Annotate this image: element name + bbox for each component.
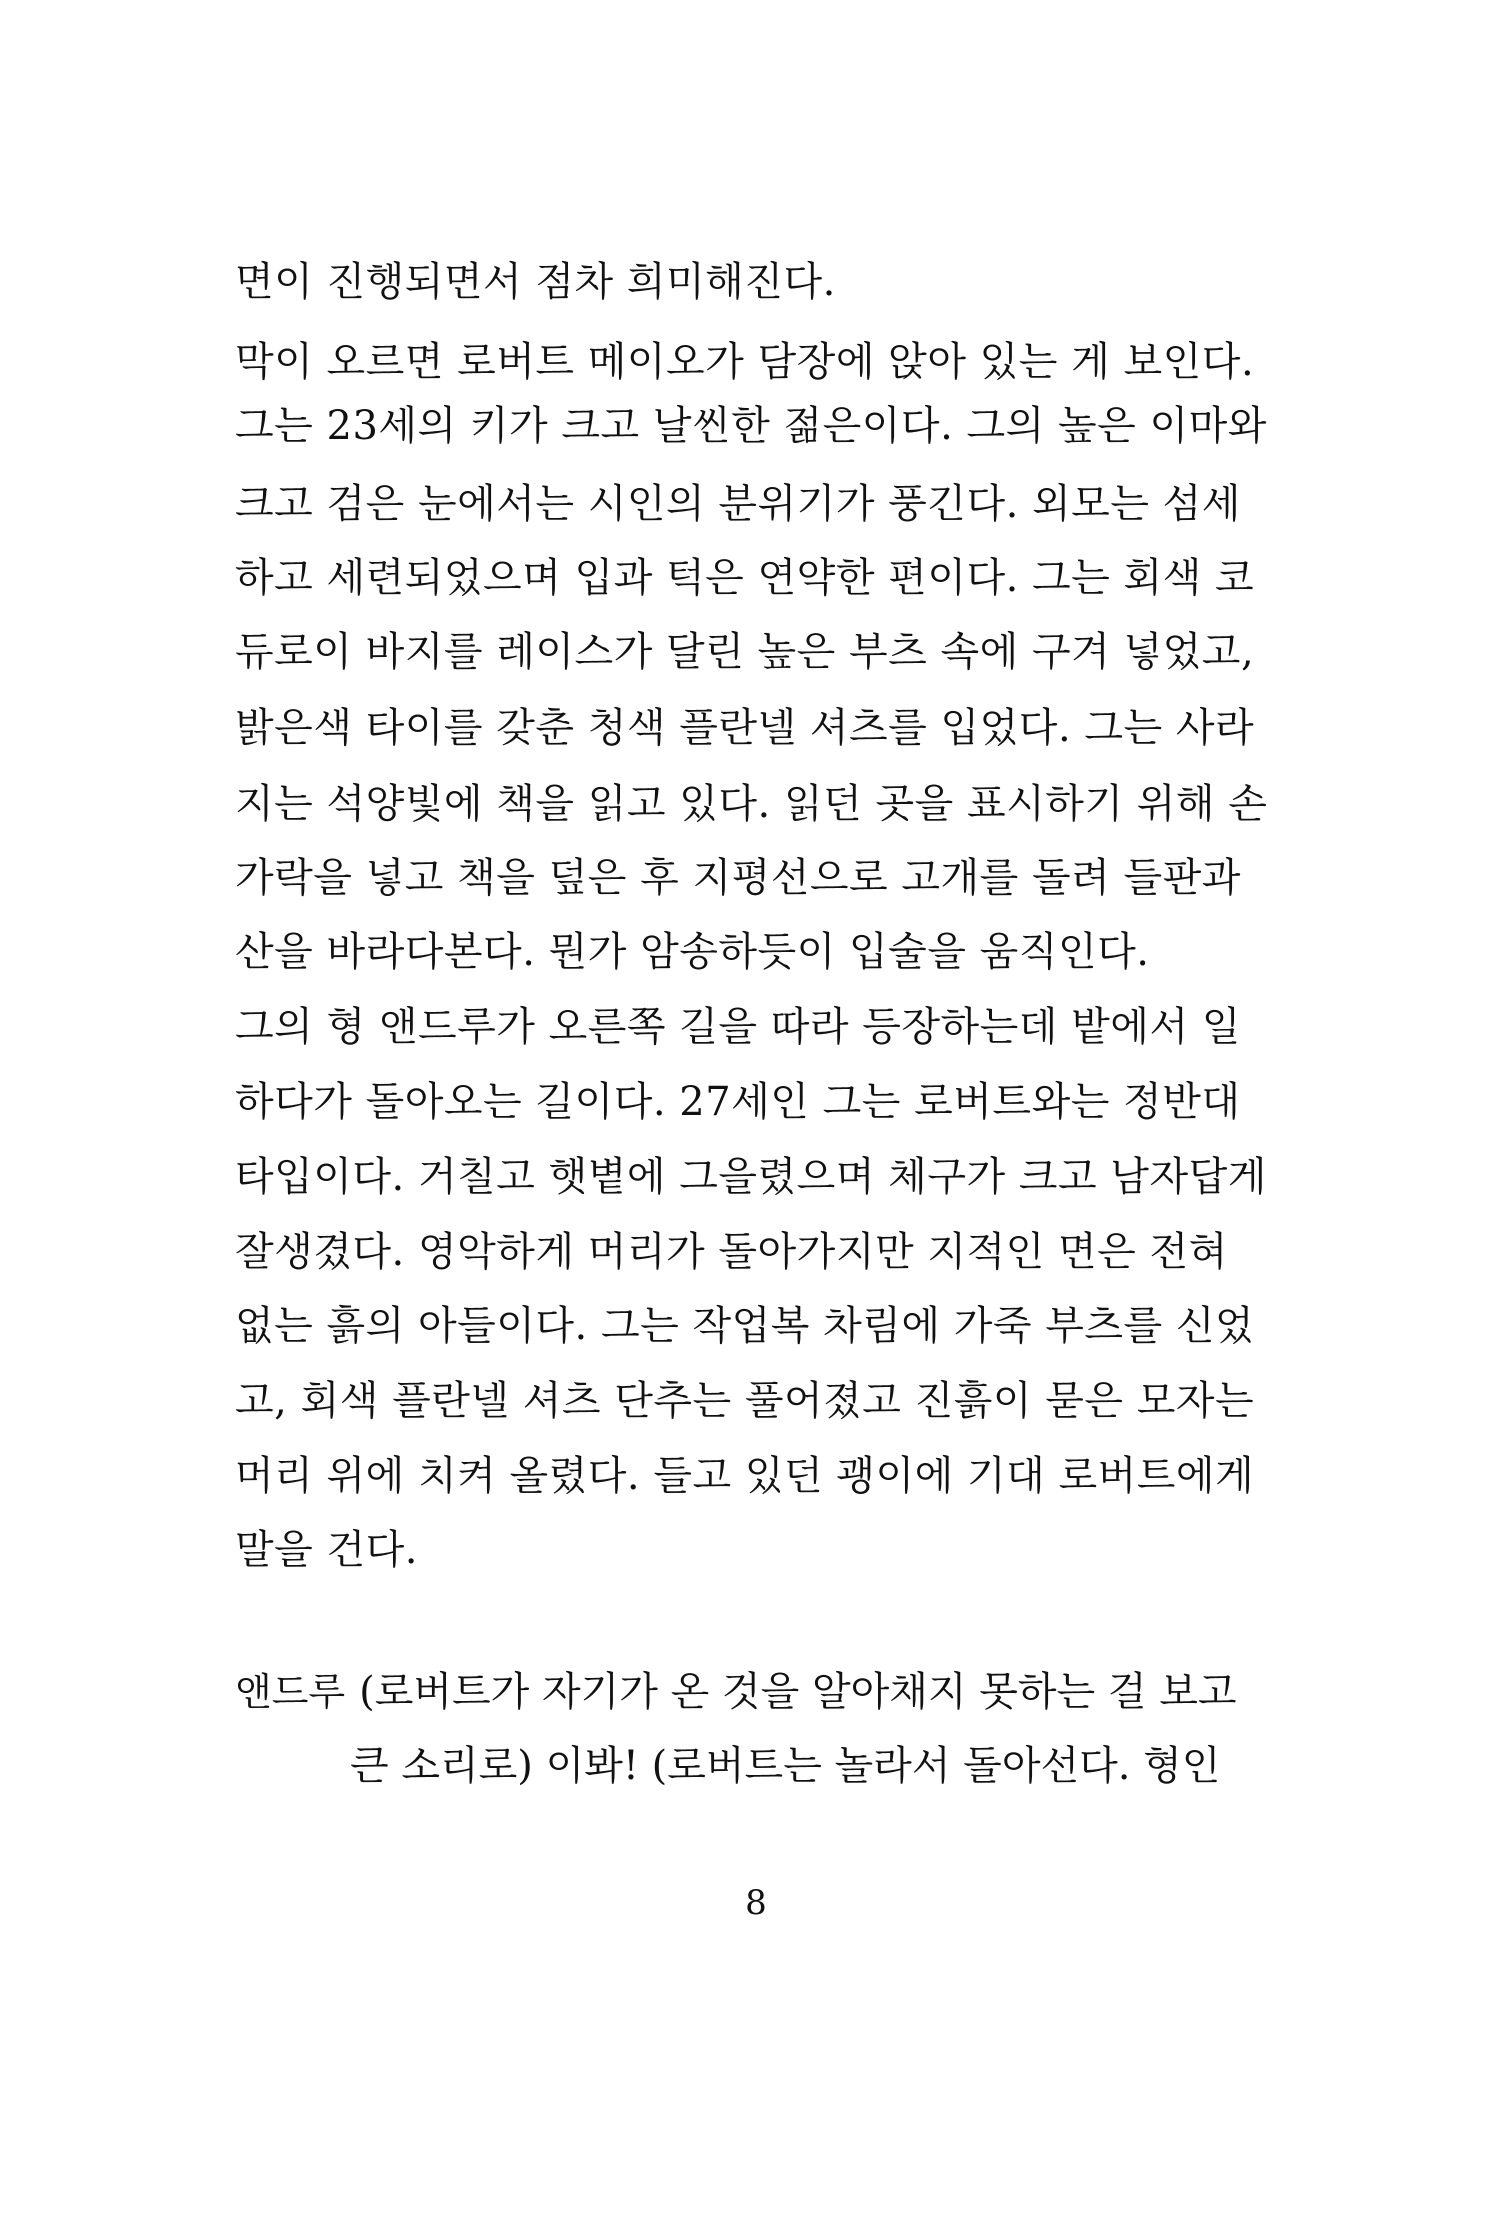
speaker-name: 앤드루 — [235, 1670, 346, 1714]
text-line: 잘생겼다. 영악하게 머리가 돌아가지만 지적인 면은 전혀 — [235, 1229, 1228, 1275]
text-line: 말을 건다. — [235, 1527, 418, 1573]
text-line: 그의 형 앤드루가 오른쪽 길을 따라 등장하는데 밭에서 일 — [235, 1004, 1241, 1050]
text-line: 없는 흙의 아들이다. 그는 작업복 차림에 가죽 부츠를 신었 — [235, 1303, 1255, 1349]
text-line: 그는 23세의 키가 크고 날씬한 젊은이다. 그의 높은 이마와 — [235, 403, 1267, 449]
dialogue-text: (로버트가 자기가 온 것을 알아채지 못하는 걸 보고 — [359, 1669, 1237, 1715]
dialogue-line — [235, 1667, 1237, 1717]
text-line: 막이 오르면 로버트 메이오가 담장에 앉아 있는 게 보인다. — [235, 339, 1255, 385]
text-line: 듀로이 바지를 레이스가 달린 높은 부츠 속에 구겨 넣었고, — [235, 629, 1255, 675]
text-line: 면이 진행되면서 점차 희미해진다. — [235, 259, 836, 305]
text-line: 고, 회색 플란넬 셔츠 단추는 풀어졌고 진흙이 묻은 모자는 — [235, 1378, 1255, 1424]
text-line: 하다가 돌아오는 길이다. 27세인 그는 로버트와는 정반대 — [235, 1079, 1241, 1125]
text-line: 밝은색 타이를 갖춘 청색 플란넬 셔츠를 입었다. 그는 사라 — [235, 705, 1255, 751]
text-line: 크고 검은 눈에서는 시인의 분위기가 풍긴다. 외모는 섬세 — [235, 481, 1241, 527]
text-line: 가락을 넣고 책을 덮은 후 지평선으로 고개를 돌려 들판과 — [235, 855, 1241, 901]
text-line: 산을 바라다본다. 뭔가 암송하듯이 입술을 움직인다. — [235, 929, 1150, 975]
page-number: 8 — [745, 1883, 767, 1923]
dialogue-continuation: 큰 소리로) 이봐! (로버트는 놀라서 돌아선다. 형인 — [350, 1743, 1221, 1789]
text-line: 하고 세련되었으며 입과 턱은 연약한 편이다. 그는 회색 코 — [235, 555, 1255, 601]
text-line: 머리 위에 치켜 올렸다. 들고 있던 괭이에 기대 로버트에게 — [235, 1453, 1255, 1499]
text-line: 타입이다. 거칠고 햇볕에 그을렸으며 체구가 크고 남자답게 — [235, 1154, 1267, 1200]
text-line: 지는 석양빛에 책을 읽고 있다. 읽던 곳을 표시하기 위해 손 — [235, 781, 1268, 827]
